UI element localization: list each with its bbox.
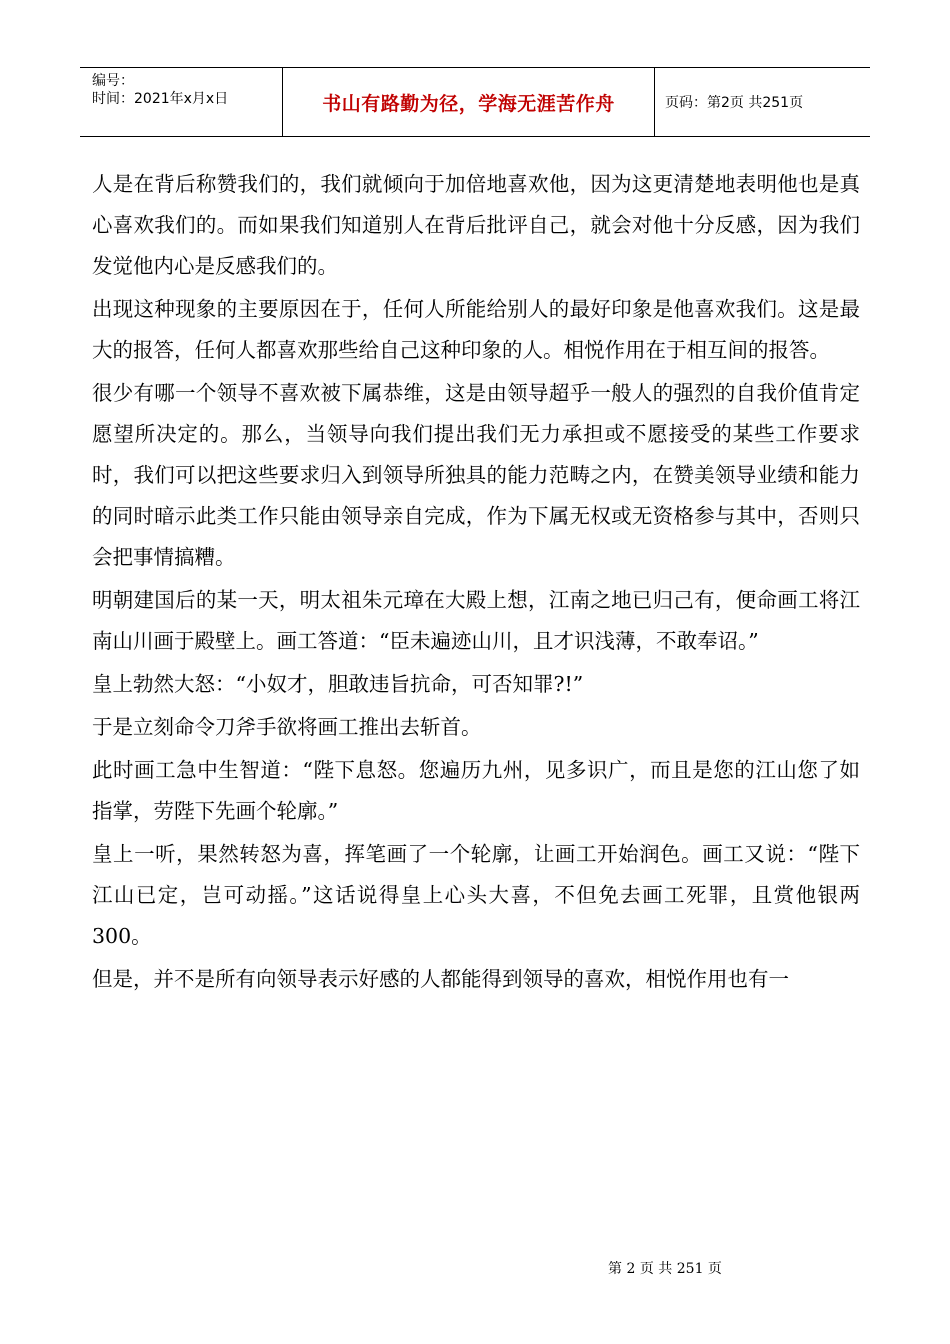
- page-footer: [0, 1258, 950, 1278]
- paragraph: 但是，并不是所有向领导表示好感的人都能得到领导的喜欢，相悦作用也有一: [92, 967, 789, 991]
- paragraph: 出现这种现象的主要原因在于，任何人所能给别人的最好印象是他喜欢我们。这是最大的报答，任何人都喜欢那些给自己这种印象的人。相悦作用在于相互间的报答。: [92, 297, 860, 362]
- header-meta-cell: [80, 68, 283, 136]
- number-label: 编号：: [92, 73, 134, 89]
- paragraph: 人是在背后称赞我们的，我们就倾向于加倍地喜欢他，因为这更清楚地表明他也是真心喜欢我们的。而如果我们知道别人在背后批评自己，就会对他十分反感，因为我们发觉他内心是反感我们的。: [92, 172, 860, 278]
- paragraph: 此时画工急中生智道：“陛下息怒。您遍历九州，见多识广，而且是您的江山您了如指掌，劳陛下先画个轮廓。”: [92, 758, 860, 823]
- footer-page-number: 第 2 页 共 251 页: [608, 1261, 722, 1277]
- motto-text: 书山有路勤为径，学海无涯苦作舟: [322, 92, 615, 115]
- header-motto-cell: [283, 68, 655, 136]
- header-page-cell: [655, 68, 870, 136]
- paragraph: 于是立刻命令刀斧手欲将画工推出去斩首。: [92, 715, 482, 739]
- paragraph: 明朝建国后的某一天，明太祖朱元璋在大殿上想，江南之地已归己有，便命画工将江南山川画于殿壁上。画工答道：“臣未遍迹山川，且才识浅薄，不敢奉诏。”: [92, 588, 860, 653]
- page-info: 页码：第2页 共251页: [665, 95, 804, 111]
- date-label: 时间：2021年x月x日: [92, 91, 229, 107]
- paragraph: 很少有哪一个领导不喜欢被下属恭维，这是由领导超乎一般人的强烈的自我价值肯定愿望所决定的。那么，当领导向我们提出我们无力承担或不愿接受的某些工作要求时，我们可以把这些要求归入到领导所独具的能力范畴之内，在赞美领导业绩和能力的同时暗示此类工作只能由领导亲自完成，作为下属无权或无资格参与其中，否则只会把事情搞糟。: [92, 381, 860, 569]
- document-body: [92, 164, 860, 1002]
- paragraph: 皇上一听，果然转怒为喜，挥笔画了一个轮廓，让画工开始润色。画工又说：“陛下江山已定，岂可动摇。”这话说得皇上心头大喜，不但免去画工死罪，且赏他银两300。: [92, 842, 860, 948]
- paragraph: 皇上勃然大怒：“小奴才，胆敢违旨抗命，可否知罪?!”: [92, 672, 584, 696]
- document-header: [80, 67, 870, 137]
